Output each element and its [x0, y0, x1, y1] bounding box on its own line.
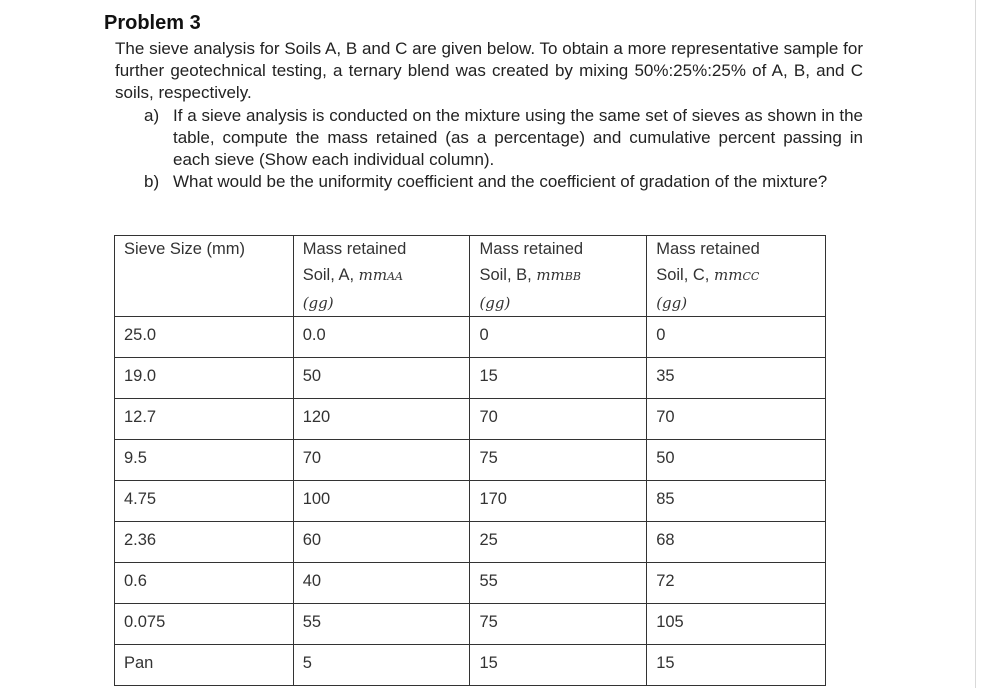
question-a-text: If a sieve analysis is conducted on the mixture using the same set of sieves as shown in the table, compute the mass retained (as a percentage) and cumulative percent passing in each sieve (Show each individual column).	[173, 106, 863, 169]
sieve-size-cell: 12.7	[115, 399, 294, 440]
soil-c-cell: 50	[647, 440, 826, 481]
header-soil-a-unit: (gg)	[302, 294, 334, 312]
soil-a-cell: 70	[293, 440, 470, 481]
table-row	[115, 399, 826, 440]
soil-c-cell: 70	[647, 399, 826, 440]
soil-b-cell: 55	[470, 563, 647, 604]
table-row	[115, 317, 826, 358]
soil-a-cell: 40	[293, 563, 470, 604]
soil-b-cell: 75	[470, 604, 647, 645]
header-soil-b-line2: Soil, B, mmBB	[479, 266, 581, 284]
sieve-analysis-table	[114, 235, 826, 686]
soil-b-cell: 15	[470, 358, 647, 399]
soil-a-cell: 50	[293, 358, 470, 399]
table-row	[115, 522, 826, 563]
table-row	[115, 358, 826, 399]
header-soil-a-line1: Mass retained	[302, 240, 407, 258]
table-row	[115, 481, 826, 522]
header-sieve-size: Sieve Size (mm)	[115, 236, 294, 317]
sieve-size-cell: 4.75	[115, 481, 294, 522]
question-b	[144, 171, 863, 193]
soil-c-cell: 72	[647, 563, 826, 604]
soil-b-cell: 15	[470, 645, 647, 686]
header-soil-b-line1: Mass retained	[479, 240, 584, 258]
soil-b-cell: 75	[470, 440, 647, 481]
sieve-size-cell: 2.36	[115, 522, 294, 563]
soil-c-cell: 68	[647, 522, 826, 563]
table-row	[115, 563, 826, 604]
problem-title: Problem 3	[104, 12, 201, 34]
soil-b-cell: 0	[470, 317, 647, 358]
table-row	[115, 604, 826, 645]
soil-a-cell: 60	[293, 522, 470, 563]
header-soil-c	[647, 236, 826, 317]
question-b-label: b)	[144, 172, 160, 191]
soil-a-cell: 0.0	[293, 317, 470, 358]
question-a	[144, 105, 863, 171]
header-soil-c-line2: Soil, C, mmCC	[656, 266, 760, 284]
header-soil-a-line2: Soil, A, mmAA	[302, 266, 403, 284]
sieve-size-cell: 0.6	[115, 563, 294, 604]
soil-a-cell: 55	[293, 604, 470, 645]
header-soil-c-line1: Mass retained	[656, 240, 760, 258]
soil-b-cell: 25	[470, 522, 647, 563]
header-soil-b	[470, 236, 647, 317]
header-soil-c-unit: (gg)	[656, 294, 688, 312]
page-right-border	[975, 0, 976, 688]
table-row	[115, 440, 826, 481]
soil-c-cell: 15	[647, 645, 826, 686]
header-soil-b-unit: (gg)	[479, 294, 511, 312]
sieve-size-cell: 19.0	[115, 358, 294, 399]
soil-c-cell: 0	[647, 317, 826, 358]
soil-c-cell: 35	[647, 358, 826, 399]
sieve-size-cell: 25.0	[115, 317, 294, 358]
header-soil-a	[293, 236, 470, 317]
sieve-size-cell: 9.5	[115, 440, 294, 481]
sieve-size-cell: 0.075	[115, 604, 294, 645]
table-row	[115, 645, 826, 686]
question-a-label: a)	[144, 106, 160, 125]
sieve-size-cell: Pan	[115, 645, 294, 686]
soil-a-cell: 100	[293, 481, 470, 522]
soil-c-cell: 105	[647, 604, 826, 645]
soil-a-cell: 120	[293, 399, 470, 440]
soil-b-cell: 170	[470, 481, 647, 522]
table-header-row	[115, 236, 826, 317]
problem-intro: The sieve analysis for Soils A, B and C are given below. To obtain a more representative sample for further geotechnical testing, a ternary blend was created by mixing 50%:25%:25% of A, B, and C soils, respectively.	[115, 39, 863, 102]
soil-c-cell: 85	[647, 481, 826, 522]
question-b-text: What would be the uniformity coefficient and the coefficient of gradation of the mixture?	[173, 172, 828, 191]
soil-b-cell: 70	[470, 399, 647, 440]
soil-a-cell: 5	[293, 645, 470, 686]
